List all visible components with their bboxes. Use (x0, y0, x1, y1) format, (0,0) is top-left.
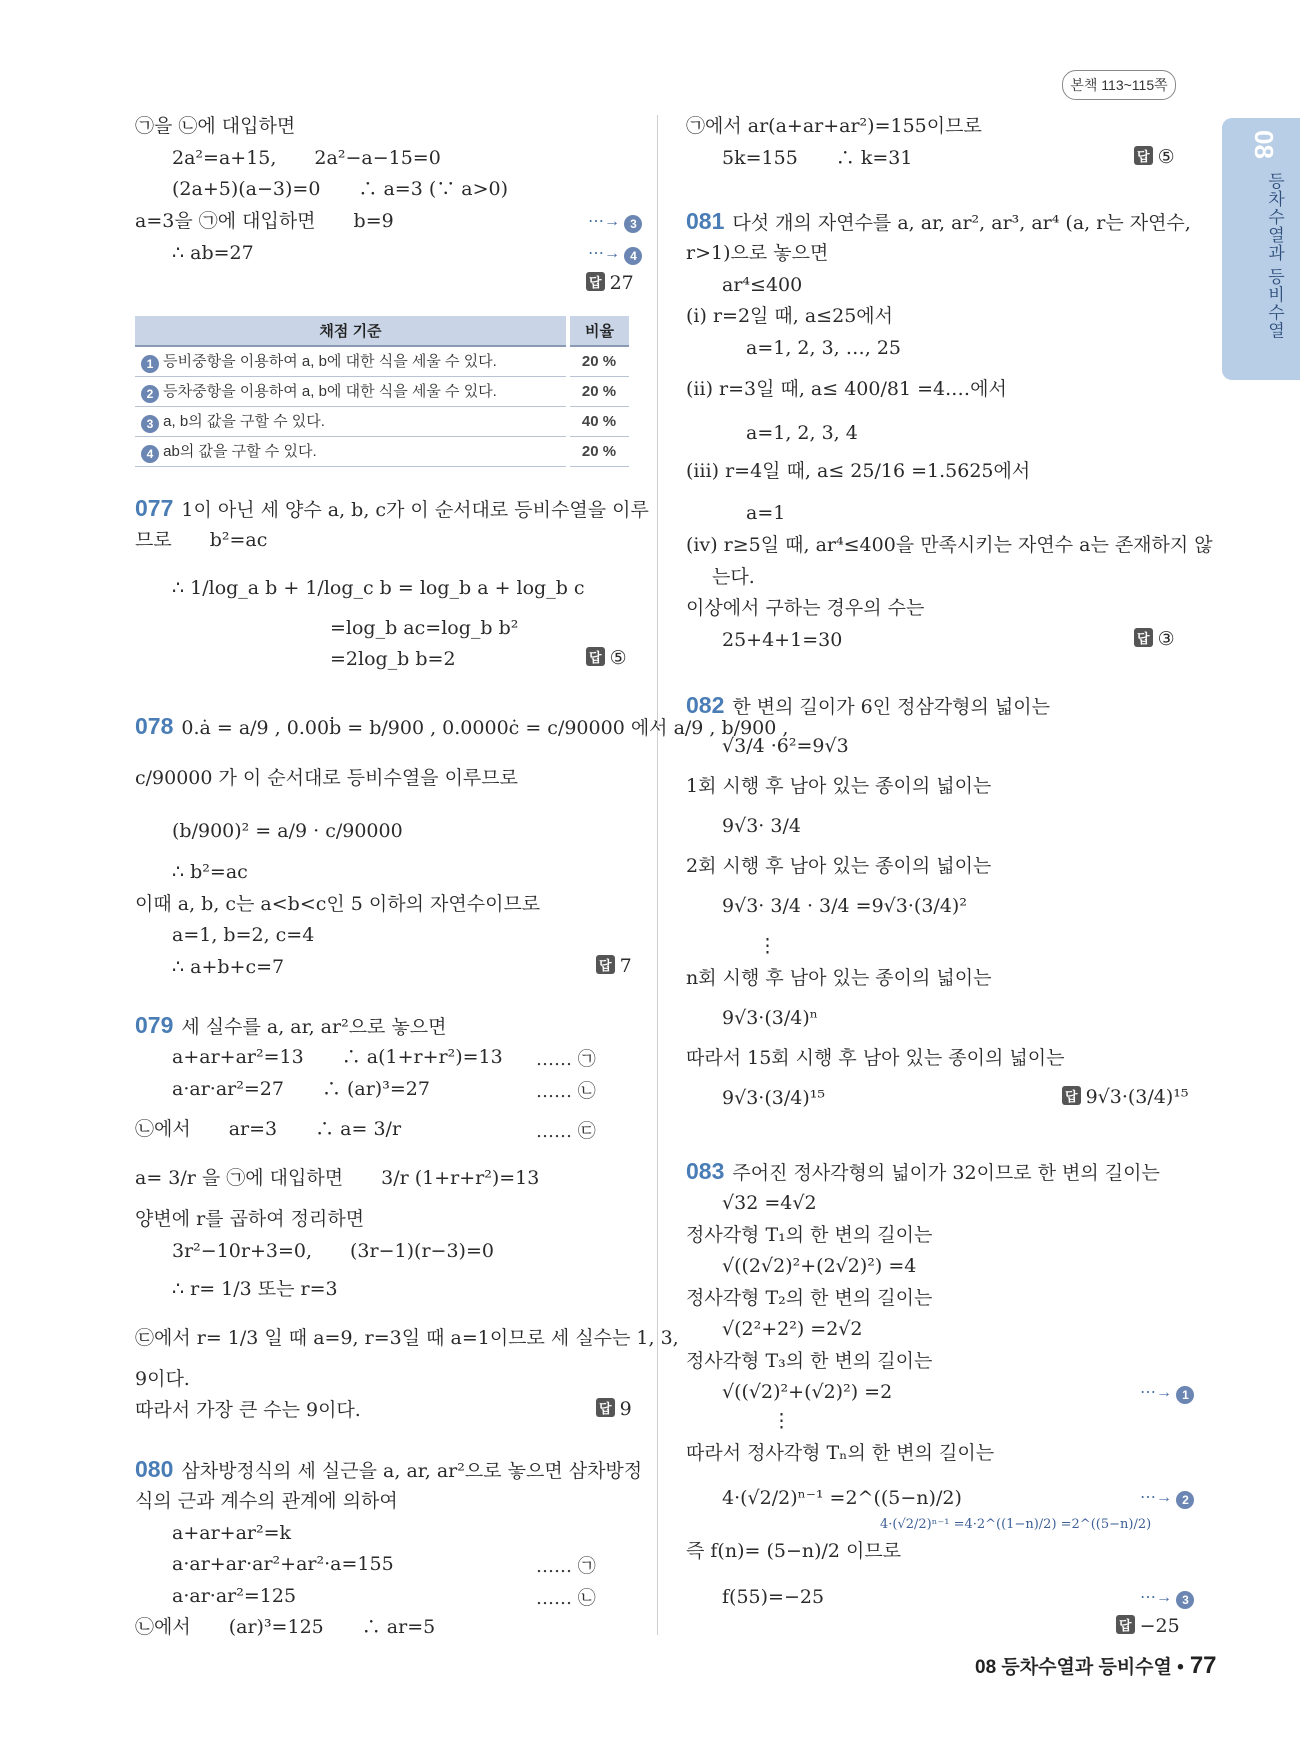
text-line: ㉢에서 r= 1/3 일 때 a=9, r=3일 때 a=1이므로 세 실수는 1, 3, (135, 1327, 679, 1349)
text-line: 이때 a, b, c는 a<b<c인 5 이하의 자연수이므로 (135, 893, 541, 915)
problem-081-line2: r>1)으로 놓으면 (686, 242, 829, 264)
equation: a=1, 2, 3, 4 (746, 422, 858, 444)
case-line: (ⅰ) r=2일 때, a≤25에서 (686, 305, 893, 327)
text-line: 따라서 15회 시행 후 남아 있는 종이의 넓이는 (686, 1047, 1065, 1069)
table-header-criteria: 채점 기준 (135, 316, 568, 346)
equation-tag: …… ㉠ (536, 1049, 596, 1070)
equation-tag: …… ㉡ (536, 1588, 596, 1609)
text-line: ㉠을 ㉡에 대입하면 (135, 115, 296, 137)
annotation-note: 4·(√2/2)ⁿ⁻¹ =4·2^((1−n)/2) =2^((5−n)/2) (880, 1517, 1152, 1532)
answer-076: 답 27 (586, 272, 634, 294)
equation: =2log_b b=2 (330, 648, 456, 670)
text-line: 정사각형 T₁의 한 변의 길이는 (686, 1224, 933, 1246)
equation: ∴ 1/log_a b + 1/log_c b = log_b a + log_b c (172, 577, 585, 599)
text-line: 1회 시행 후 남아 있는 종이의 넓이는 (686, 775, 992, 797)
equation: a+ar+ar²=13 ∴ a(1+r+r²)=13 (172, 1046, 503, 1068)
answer-083: 답 −25 (1116, 1615, 1180, 1637)
problem-080-line1: 080 삼차방정식의 세 실근을 a, ar, ar²으로 놓으면 삼차방정 (135, 1456, 643, 1482)
equation: f(55)=−25 (722, 1586, 825, 1608)
equation: =log_b ac=log_b b² (330, 617, 519, 639)
problem-078-line1: 078 0.ȧ = a/9 , 0.00ḃ = b/900 , 0.0000ċ = c/90000 에서 a/9 , b/900 , (135, 713, 789, 739)
problem-083-line1: 083 주어진 정사각형의 넓이가 32이므로 한 변의 길이는 (686, 1158, 1160, 1184)
table-row: 1 등비중항을 이용하여 a, b에 대한 식을 세울 수 있다. 20 % (135, 346, 629, 377)
case-line: (ⅱ) r=3일 때, a≤ 400/81 =4.…에서 (686, 378, 1007, 400)
equation: 9√3· 3/4 · 3/4 =9√3·(3/4)² (722, 895, 967, 917)
equation: 2a²=a+15, 2a²−a−15=0 (172, 147, 441, 169)
equation: 9√3·(3/4)¹⁵ (722, 1087, 825, 1109)
equation: a=1 (746, 502, 786, 524)
problem-080-line2: 식의 근과 계수의 관계에 의하여 (135, 1490, 398, 1512)
equation: ∴ ab=27 (172, 242, 254, 264)
page-footer: 08 등차수열과 등비수열 • 77 (975, 1652, 1217, 1679)
equation: 9√3·(3/4)ⁿ (722, 1007, 818, 1029)
answer-080: 답 ⑤ (1134, 146, 1175, 168)
text-line: ㉠에서 ar(a+ar+ar²)=155이므로 (686, 115, 982, 137)
vertical-dots: ⋮ (758, 935, 777, 957)
text-line: 는다. (712, 566, 755, 588)
equation-tag: …… ㉡ (536, 1081, 596, 1102)
equation: √32 =4√2 (722, 1192, 817, 1214)
equation: √(2²+2²) =2√2 (722, 1318, 863, 1340)
text-line: 9이다. (135, 1368, 190, 1390)
text-line: 정사각형 T₃의 한 변의 길이는 (686, 1350, 933, 1372)
text-line: 즉 f(n)= (5−n)/2 이므로 (686, 1540, 902, 1562)
answer-082: 답 9√3·(3/4)¹⁵ (1062, 1086, 1189, 1108)
case-line: (ⅳ) r≥5일 때, ar⁴≤400을 만족시키는 자연수 a는 존재하지 않 (686, 534, 1213, 556)
problem-077-line2: 므로 b²=ac (135, 529, 268, 551)
text-line: 따라서 정사각형 Tₙ의 한 변의 길이는 (686, 1442, 995, 1464)
step-marker-3: ⋯→ 3 (1140, 1587, 1194, 1609)
equation: a·ar·ar²=27 ∴ (ar)³=27 (172, 1078, 430, 1100)
table-row: 4 ab의 값을 구할 수 있다. 20 % (135, 437, 629, 467)
answer-079: 답 9 (596, 1398, 632, 1420)
chapter-tab-title: 등차수열과 등비수열 (1265, 172, 1284, 340)
problem-077-line1: 077 1이 아닌 세 양수 a, b, c가 이 순서대로 등비수열을 이루 (135, 495, 649, 521)
equation: 4·(√2/2)ⁿ⁻¹ =2^((5−n)/2) (722, 1487, 962, 1509)
text-line: ㉡에서 ar=3 ∴ a= 3/r (135, 1118, 402, 1140)
text-line: 양변에 r를 곱하여 정리하면 (135, 1208, 365, 1230)
equation: a=1, b=2, c=4 (172, 924, 315, 946)
column-divider (657, 115, 658, 1635)
problem-082-line1: 082 한 변의 길이가 6인 정삼각형의 넓이는 (686, 692, 1050, 718)
table-header-ratio: 비율 (568, 316, 629, 346)
problem-081-line1: 081 다섯 개의 자연수를 a, ar, ar², ar³, ar⁴ (a, r는 자연수, (686, 208, 1191, 234)
text-line: a=3을 ㉠에 대입하면 b=9 (135, 210, 394, 232)
equation: a+ar+ar²=k (172, 1522, 292, 1544)
equation: (2a+5)(a−3)=0 ∴ a=3 (∵ a>0) (172, 178, 509, 200)
equation-tag: …… ㉠ (536, 1556, 596, 1577)
equation: 25+4+1=30 (722, 629, 843, 651)
step-marker-3: ⋯→ 3 (588, 211, 642, 233)
text-line: 따라서 가장 큰 수는 9이다. (135, 1399, 361, 1421)
text-line: a= 3/r 을 ㉠에 대입하면 3/r (1+r+r²)=13 (135, 1167, 540, 1189)
step-marker-1: ⋯→ 1 (1140, 1382, 1194, 1404)
text-line: 2회 시행 후 남아 있는 종이의 넓이는 (686, 855, 992, 877)
equation: ∴ b²=ac (172, 861, 248, 883)
answer-077: 답 ⑤ (586, 647, 627, 669)
equation: ∴ a+b+c=7 (172, 956, 285, 978)
page-reference: 본책 113~115쪽 (1062, 70, 1176, 100)
equation: ∴ r= 1/3 또는 r=3 (172, 1278, 338, 1300)
step-marker-2: ⋯→ 2 (1140, 1487, 1194, 1509)
scoring-table (135, 316, 629, 467)
answer-078: 답 7 (596, 955, 632, 977)
equation: a=1, 2, 3, …, 25 (746, 337, 902, 359)
text-line: 이상에서 구하는 경우의 수는 (686, 597, 925, 619)
equation-tag: …… ㉢ (536, 1121, 596, 1142)
equation: a·ar+ar·ar²+ar²·a=155 (172, 1553, 394, 1575)
equation: √3/4 ·6²=9√3 (722, 735, 849, 757)
case-line: (ⅲ) r=4일 때, a≤ 25/16 =1.5625에서 (686, 460, 1031, 482)
vertical-dots: ⋮ (772, 1410, 791, 1432)
equation: a·ar·ar²=125 (172, 1585, 297, 1607)
text-line: 정사각형 T₂의 한 변의 길이는 (686, 1287, 933, 1309)
equation: √((√2)²+(√2)²) =2 (722, 1381, 893, 1403)
chapter-tab-number: 08 (1249, 130, 1279, 159)
equation: 9√3· 3/4 (722, 815, 801, 837)
problem-079-line1: 079 세 실수를 a, ar, ar²으로 놓으면 (135, 1012, 447, 1038)
table-row: 2 등차중항을 이용하여 a, b에 대한 식을 세울 수 있다. 20 % (135, 377, 629, 407)
text-line: ㉡에서 (ar)³=125 ∴ ar=5 (135, 1616, 436, 1638)
equation: 3r²−10r+3=0, (3r−1)(r−3)=0 (172, 1240, 494, 1262)
equation: √((2√2)²+(2√2)²) =4 (722, 1255, 917, 1277)
table-row: 3 a, b의 값을 구할 수 있다. 40 % (135, 407, 629, 437)
answer-081: 답 ③ (1134, 628, 1175, 650)
text-line: n회 시행 후 남아 있는 종이의 넓이는 (686, 967, 992, 989)
equation: (b/900)² = a/9 · c/90000 (172, 820, 403, 842)
equation: 5k=155 ∴ k=31 (722, 147, 913, 169)
page-number: 77 (1189, 1652, 1217, 1679)
problem-078-line2: c/90000 가 이 순서대로 등비수열을 이루므로 (135, 767, 518, 789)
step-marker-4: ⋯→ 4 (588, 243, 642, 265)
equation: ar⁴≤400 (722, 274, 803, 296)
